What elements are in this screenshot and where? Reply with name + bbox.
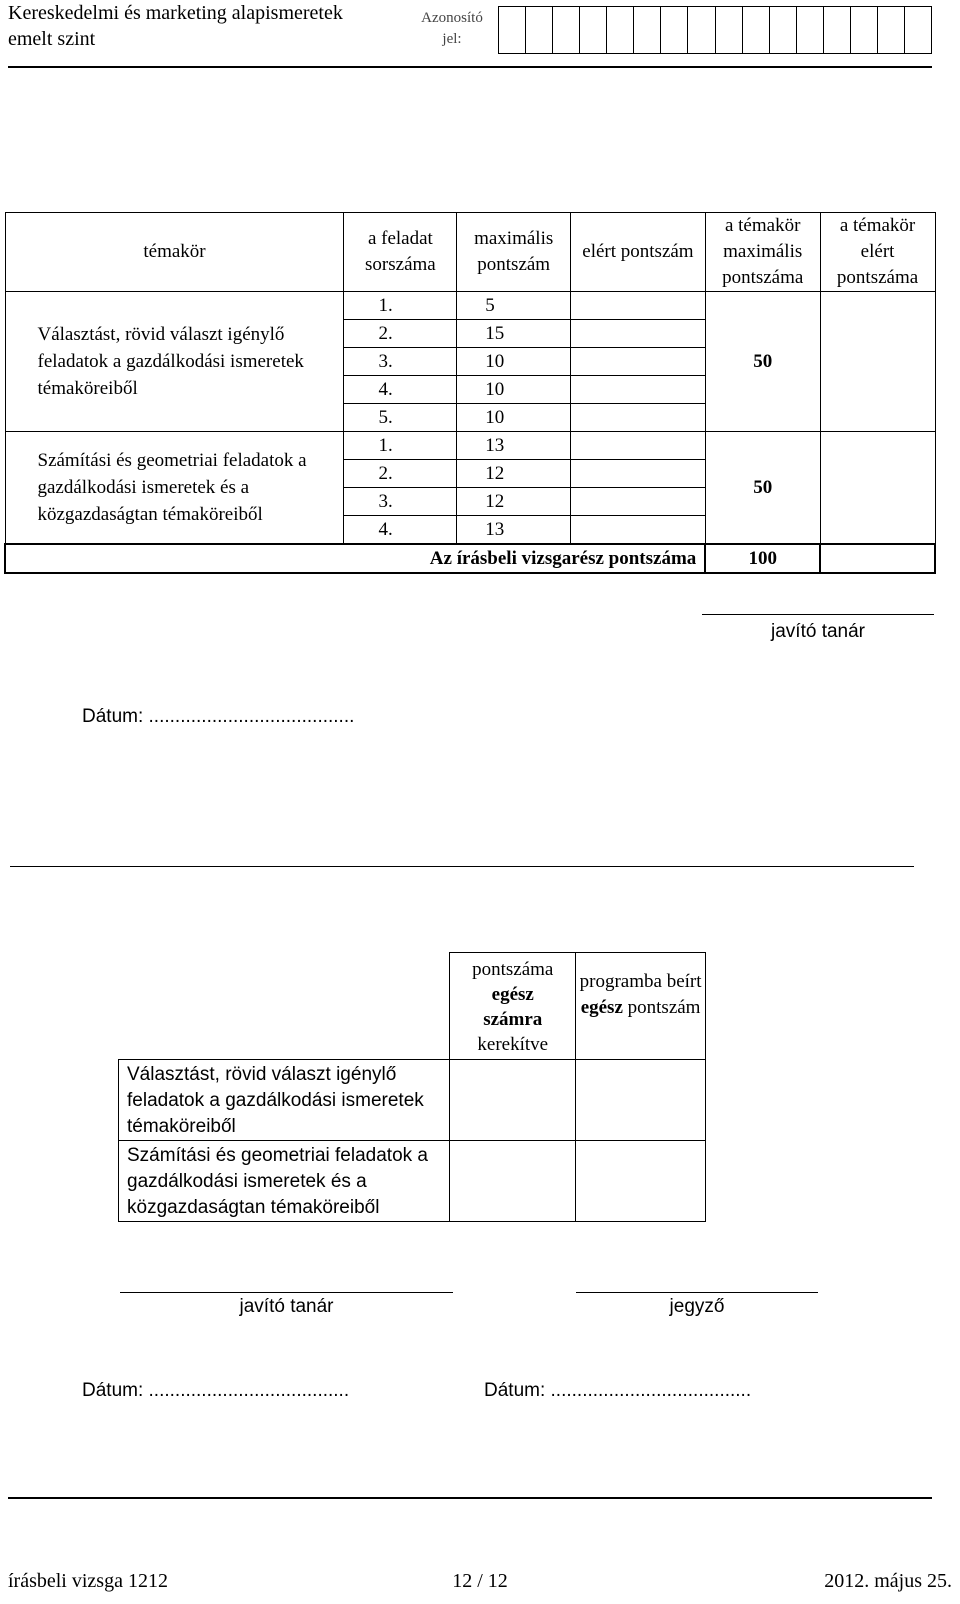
registrar-label: jegyző bbox=[669, 1296, 725, 1317]
signature-line bbox=[702, 614, 934, 615]
id-cell[interactable] bbox=[499, 7, 526, 54]
id-cell[interactable] bbox=[770, 7, 797, 54]
signature-line bbox=[120, 1292, 453, 1293]
achieved-points-field[interactable] bbox=[571, 404, 706, 432]
header-text: pontszám bbox=[622, 997, 701, 1018]
rounded-points-table bbox=[118, 952, 706, 1222]
id-cell[interactable] bbox=[634, 7, 661, 54]
id-cell[interactable] bbox=[851, 7, 878, 54]
date-field[interactable]: Dátum: ...................................... bbox=[82, 1380, 350, 1401]
header-program-points bbox=[576, 953, 706, 1060]
achieved-points-field[interactable] bbox=[571, 348, 706, 376]
id-cell[interactable] bbox=[526, 7, 553, 54]
id-cell[interactable] bbox=[743, 7, 770, 54]
achieved-points-field[interactable] bbox=[571, 376, 706, 404]
score-summary-table bbox=[4, 212, 936, 574]
task-number: 1. bbox=[344, 432, 457, 460]
footer-divider bbox=[8, 1497, 932, 1499]
max-points: 10 bbox=[457, 348, 571, 376]
total-max-points: 100 bbox=[705, 544, 820, 573]
page-number: 12 / 12 bbox=[452, 1570, 508, 1592]
topic-cell: Választást, rövid választ igénylő feladatok a gazdálkodási ismeretek témaköreiből bbox=[119, 1059, 450, 1140]
max-points: 13 bbox=[457, 516, 571, 545]
header-topic-achieved: a témakör elért pontszáma bbox=[820, 213, 935, 292]
header-emphasis: egész bbox=[491, 984, 534, 1005]
header-divider bbox=[8, 66, 932, 68]
section-divider bbox=[10, 866, 914, 867]
id-cell[interactable] bbox=[797, 7, 824, 54]
topic-achieved-field[interactable] bbox=[820, 432, 935, 545]
max-points: 10 bbox=[457, 404, 571, 432]
achieved-points-field[interactable] bbox=[571, 320, 706, 348]
footer-exam-code: írásbeli vizsga 1212 bbox=[8, 1570, 168, 1592]
header-emphasis: egész bbox=[580, 997, 623, 1018]
id-cell[interactable] bbox=[607, 7, 634, 54]
task-number: 4. bbox=[344, 516, 457, 545]
rounded-points-field[interactable] bbox=[450, 1140, 576, 1221]
max-points: 5 bbox=[457, 292, 571, 320]
header-text: programba beírt bbox=[579, 971, 702, 992]
id-cell[interactable] bbox=[553, 7, 580, 54]
task-number: 3. bbox=[344, 488, 457, 516]
signature-line bbox=[576, 1292, 818, 1293]
header-text: kerekítve bbox=[477, 1034, 549, 1055]
task-number: 3. bbox=[344, 348, 457, 376]
header-text: pontszáma bbox=[472, 959, 554, 980]
task-number: 2. bbox=[344, 320, 457, 348]
header-max-points: maximális pontszám bbox=[457, 213, 571, 292]
topic-cell: Számítási és geometriai feladatok a gazdálkodási ismeretek és a közgazdaságtan témaköreiből bbox=[5, 432, 344, 545]
corrector-label: javító tanár bbox=[771, 621, 865, 642]
achieved-points-field[interactable] bbox=[571, 292, 706, 320]
id-cell[interactable] bbox=[905, 7, 932, 54]
header-topic-max: a témakör maximális pontszáma bbox=[705, 213, 820, 292]
id-cell[interactable] bbox=[716, 7, 743, 54]
id-cell[interactable] bbox=[824, 7, 851, 54]
header-points-rounded bbox=[450, 953, 576, 1060]
program-points-field[interactable] bbox=[576, 1140, 706, 1221]
task-number: 5. bbox=[344, 404, 457, 432]
topic-max-points: 50 bbox=[705, 432, 820, 545]
identifier-boxes[interactable] bbox=[498, 6, 932, 54]
id-cell[interactable] bbox=[688, 7, 715, 54]
task-number: 1. bbox=[344, 292, 457, 320]
max-points: 15 bbox=[457, 320, 571, 348]
max-points: 12 bbox=[457, 488, 571, 516]
topic-max-points: 50 bbox=[705, 292, 820, 432]
max-points: 12 bbox=[457, 460, 571, 488]
total-achieved-field[interactable] bbox=[820, 544, 935, 573]
achieved-points-field[interactable] bbox=[571, 488, 706, 516]
date-field[interactable]: Dátum: ....................................... bbox=[82, 706, 355, 727]
topic-cell: Választást, rövid választ igénylő feladatok a gazdálkodási ismeretek témaköreiből bbox=[5, 292, 344, 432]
id-cell[interactable] bbox=[661, 7, 688, 54]
header-task-number: a feladat sorszáma bbox=[344, 213, 457, 292]
header-topic: témakör bbox=[5, 213, 344, 292]
task-number: 4. bbox=[344, 376, 457, 404]
total-label: Az írásbeli vizsgarész pontszáma bbox=[5, 544, 705, 573]
achieved-points-field[interactable] bbox=[571, 516, 706, 545]
header-emphasis: számra bbox=[483, 1009, 543, 1030]
id-cell[interactable] bbox=[878, 7, 905, 54]
id-cell[interactable] bbox=[580, 7, 607, 54]
max-points: 10 bbox=[457, 376, 571, 404]
exam-title: Kereskedelmi és marketing alapismeretek emelt szint bbox=[8, 2, 343, 50]
header-achieved-points: elért pontszám bbox=[571, 213, 706, 292]
task-number: 2. bbox=[344, 460, 457, 488]
rounded-points-field[interactable] bbox=[450, 1059, 576, 1140]
topic-cell: Számítási és geometriai feladatok a gazdálkodási ismeretek és a közgazdaságtan témaköreiből bbox=[119, 1140, 450, 1221]
corrector-label: javító tanár bbox=[239, 1296, 334, 1317]
date-field[interactable]: Dátum: ...................................... bbox=[484, 1380, 752, 1401]
achieved-points-field[interactable] bbox=[571, 432, 706, 460]
max-points: 13 bbox=[457, 432, 571, 460]
program-points-field[interactable] bbox=[576, 1059, 706, 1140]
identifier-label: Azonosító jel: bbox=[421, 10, 483, 47]
achieved-points-field[interactable] bbox=[571, 460, 706, 488]
blank-header-cell bbox=[119, 953, 450, 1060]
topic-achieved-field[interactable] bbox=[820, 292, 935, 432]
footer-date: 2012. május 25. bbox=[824, 1570, 952, 1592]
